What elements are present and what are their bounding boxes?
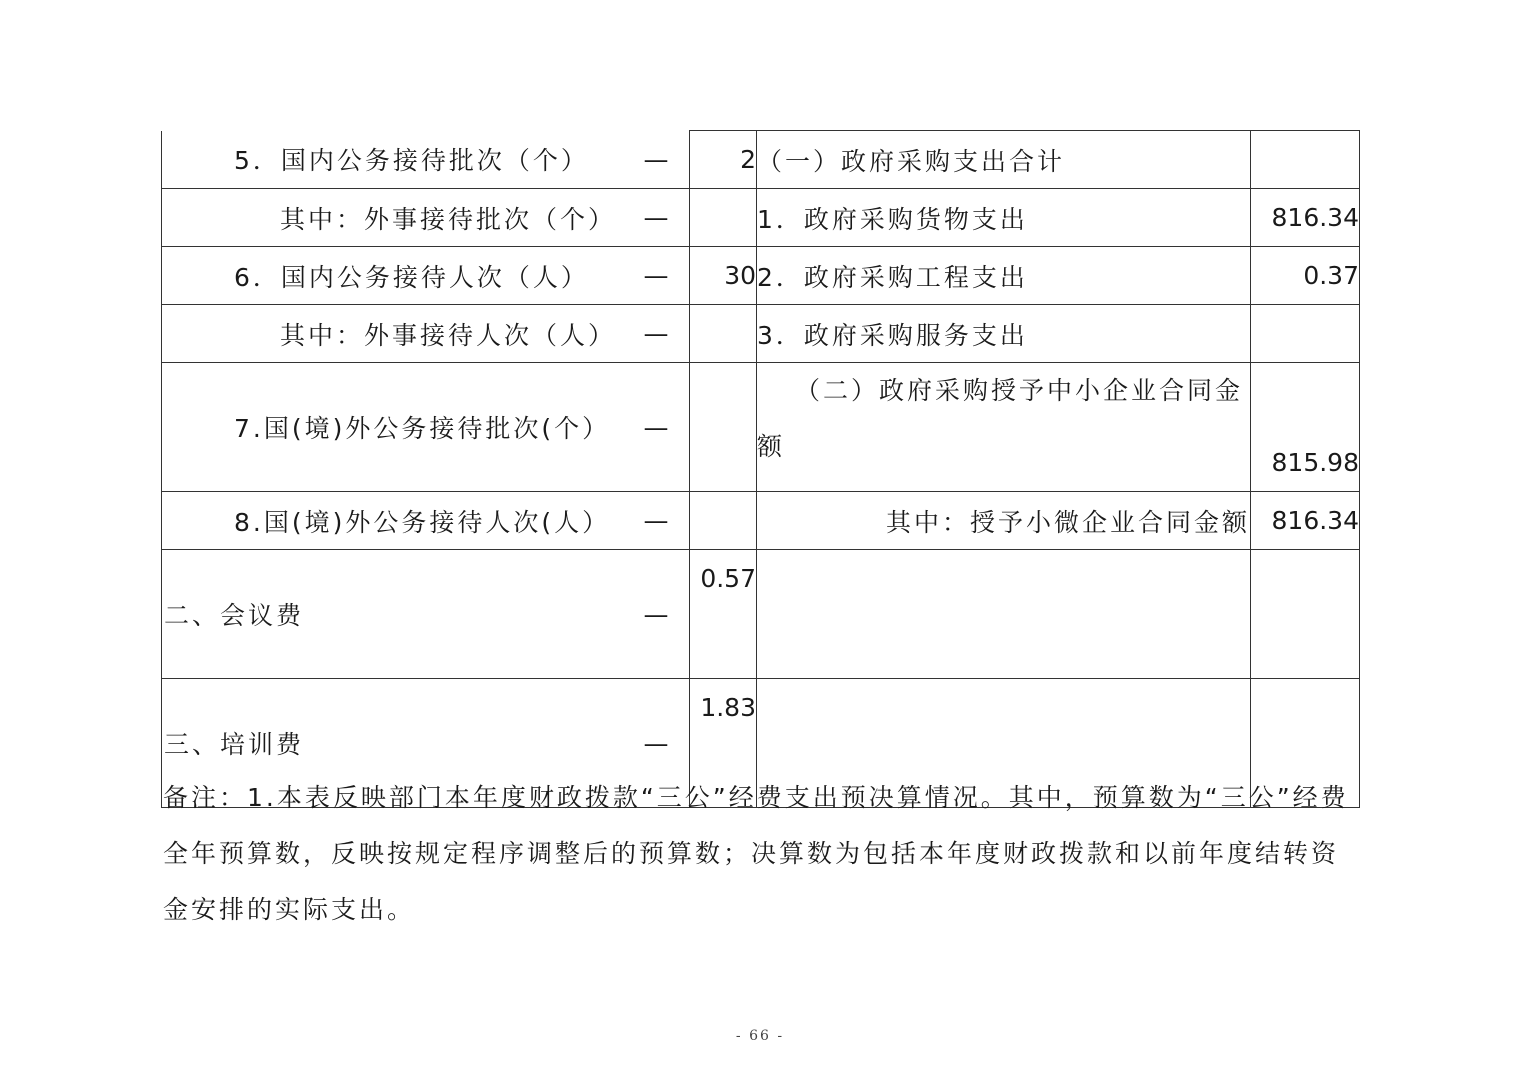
table-cell — [162, 247, 690, 305]
value-cell — [690, 305, 757, 363]
procurement-label — [757, 363, 1251, 492]
table-row — [162, 363, 1360, 492]
dash-mark: — — [643, 319, 669, 348]
dash-mark: — — [643, 261, 669, 290]
table-row — [162, 492, 1360, 550]
procurement-label-line1: （二）政府采购授予中小企业合同金 — [795, 376, 1244, 405]
procurement-label: 1．政府采购货物支出 — [757, 189, 1251, 247]
dash-mark: — — [643, 599, 669, 629]
amount-cell: 815.98 — [1251, 363, 1360, 492]
dash-mark: — — [643, 506, 669, 535]
procurement-label: 2．政府采购工程支出 — [757, 247, 1251, 305]
amount-cell — [1251, 550, 1360, 679]
dash-mark: — — [643, 144, 669, 174]
table-row — [162, 305, 1360, 363]
page-number: - 66 - — [735, 1028, 785, 1044]
value-cell — [690, 492, 757, 550]
amount-cell — [1251, 305, 1360, 363]
table-cell — [162, 550, 690, 679]
procurement-label-line2: 额 — [757, 432, 786, 461]
amount-cell: 816.34 — [1251, 492, 1360, 550]
value-cell — [690, 363, 757, 492]
table-row — [162, 550, 1360, 679]
dash-mark: — — [643, 203, 669, 232]
table-note: 备注：1.本表反映部门本年度财政拨款“三公”经费支出预决算情况。其中，预算数为“三公”经费全年预算数，反映按规定程序调整后的预算数；决算数为包括本年度财政拨款和以前年度结转资金安排的实际支出。 — [163, 783, 1349, 924]
row-label: 6．国内公务接待人次（人） — [234, 262, 589, 292]
row-label: 其中：外事接待人次（人） — [280, 320, 617, 350]
procurement-label: （一）政府采购支出合计 — [757, 131, 1251, 189]
row-label: 三、培训费 — [164, 730, 305, 759]
table-cell — [162, 131, 690, 189]
procurement-label: 其中：授予小微企业合同金额 — [757, 492, 1251, 550]
procurement-label — [757, 550, 1251, 679]
value-cell — [690, 189, 757, 247]
row-label: 8.国(境)外公务接待人次(人） — [234, 507, 611, 537]
amount-cell — [1251, 131, 1360, 189]
value-cell: 30 — [690, 247, 757, 305]
table-cell — [162, 492, 690, 550]
row-label: 7.国(境)外公务接待批次(个） — [234, 414, 611, 443]
table-cell — [162, 305, 690, 363]
row-label: 其中：外事接待批次（个） — [280, 204, 617, 234]
amount-cell: 816.34 — [1251, 189, 1360, 247]
value-cell: 2 — [690, 131, 757, 189]
row-label: 二、会议费 — [164, 601, 305, 630]
value-cell: 1.83 — [690, 679, 757, 808]
dash-mark: — — [643, 412, 669, 442]
table-cell — [162, 363, 690, 492]
expense-table — [161, 130, 1360, 808]
row-label: 5．国内公务接待批次（个） — [234, 146, 589, 176]
table-cell — [162, 189, 690, 247]
value-cell: 0.57 — [690, 550, 757, 679]
amount-cell: 0.37 — [1251, 247, 1360, 305]
dash-mark: — — [643, 728, 669, 758]
table-row — [162, 247, 1360, 305]
procurement-label: 3．政府采购服务支出 — [757, 305, 1251, 363]
table-row — [162, 189, 1360, 247]
table-row — [162, 131, 1360, 189]
